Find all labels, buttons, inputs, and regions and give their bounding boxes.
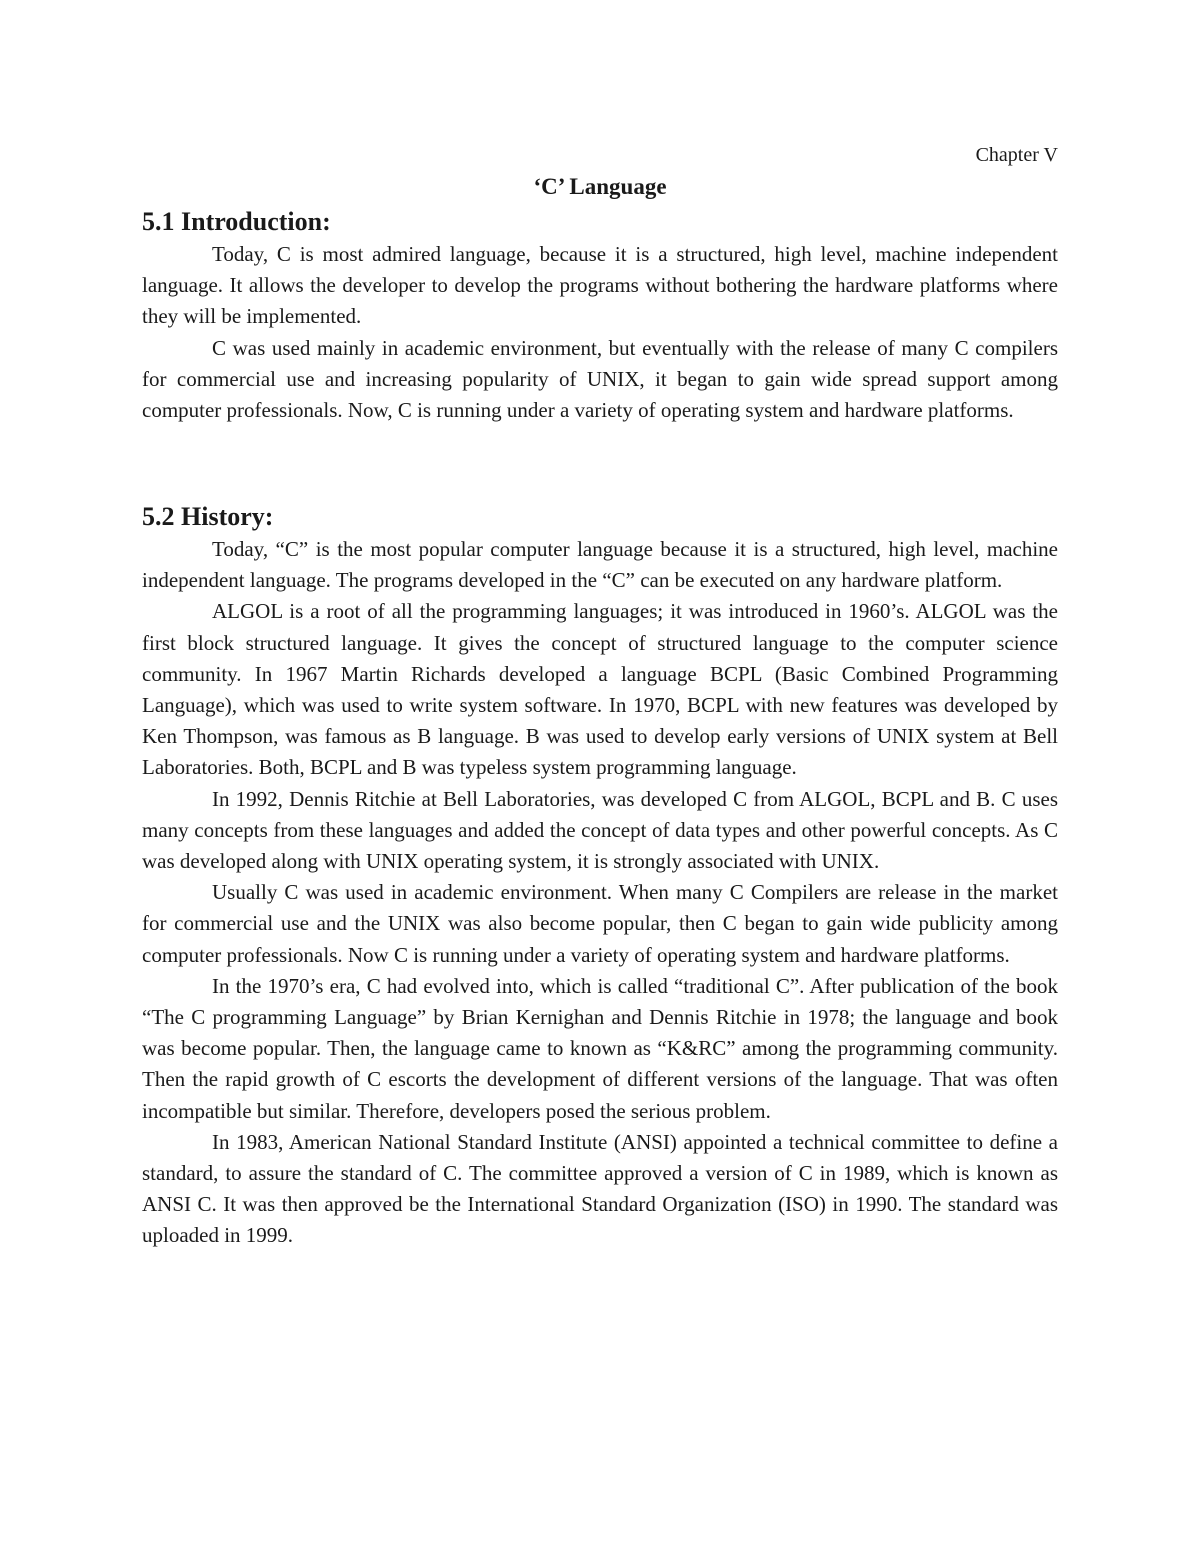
section-heading: 5.1 Introduction: <box>142 207 331 236</box>
section-introduction <box>142 205 1058 426</box>
paragraph: Usually C was used in academic environment. When many C Compilers are release in the market for commercial use and the UNIX was also become popular, then C began to gain wide publicity among computer professionals. Now C is running under a variety of operating system and hardware platforms. <box>142 880 1058 967</box>
page-title: ‘C’ Language <box>533 174 667 199</box>
section-heading: 5.2 History: <box>142 502 274 531</box>
paragraph: C was used mainly in academic environment, but eventually with the release of many C compilers for commercial use and increasing popularity of UNIX, it began to gain wide spread support among computer professionals. Now, C is running under a variety of operating system and hardware platforms. <box>142 335 1058 423</box>
paragraph: In 1983, American National Standard Institute (ANSI) appointed a technical committee to define a standard, to assure the standard of C. The committee approved a version of C in 1989, which is known as ANSI C. It was then approved be the International Standard Organization (ISO) in 1990. The standard was uploaded in 1999. <box>142 1129 1058 1248</box>
paragraph: ALGOL is a root of all the programming languages; it was introduced in 1960’s. ALGOL was the first block structured language. It gives the concept of structured language to the computer science community. In 1967 Martin Richards developed a language BCPL (Basic Combined Programming Language), which was used to write system software. In 1970, BCPL with new features was developed by Ken Thompson, was famous as B language. B was used to develop early versions of UNIX system at Bell Laboratories. Both, BCPL and B was typeless system programming language. <box>142 599 1058 780</box>
paragraph: In 1992, Dennis Ritchie at Bell Laboratories, was developed C from ALGOL, BCPL and B. C uses many concepts from these languages and added the concept of data types and other powerful concepts. As C was developed along with UNIX operating system, it is strongly associated with UNIX. <box>142 786 1058 874</box>
paragraph: In the 1970’s era, C had evolved into, which is called “traditional C”. After publication of the book “The C programming Language” by Brian Kernighan and Dennis Ritchie in 1978; the language and book was become popular. Then, the language came to known as “K&RC” among the programming community. Then the rapid growth of C escorts the development of different versions of the language. That was often incompatible but similar. Therefore, developers posed the serious problem. <box>142 973 1058 1123</box>
paragraph: Today, C is most admired language, because it is a structured, high level, machine independent language. It allows the developer to develop the programs without bothering the hardware platforms where they will be implemented. <box>142 242 1058 329</box>
chapter-label: Chapter V <box>975 144 1058 166</box>
paragraph: Today, “C” is the most popular computer language because it is a structured, high level, machine independent language. The programs developed in the “C” can be executed on any hardware platform. <box>142 537 1058 593</box>
section-history <box>142 500 1058 1252</box>
